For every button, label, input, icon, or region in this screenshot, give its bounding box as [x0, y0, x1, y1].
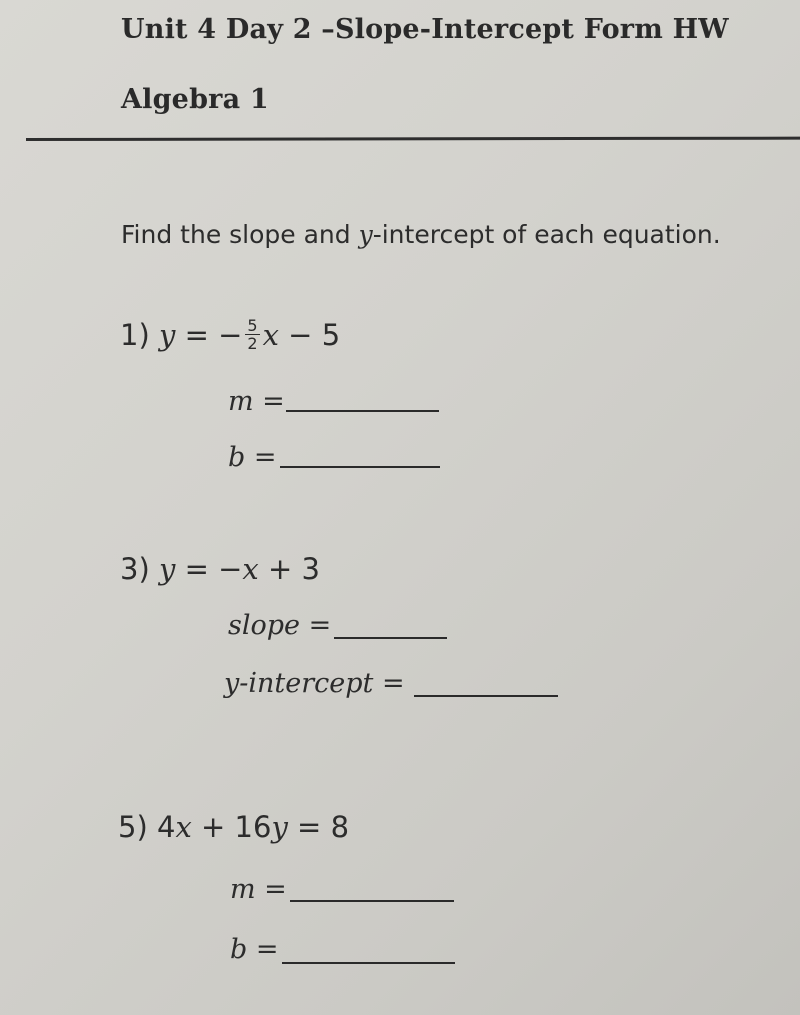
answer-label-y-intercept: y-intercept =	[224, 668, 405, 699]
worksheet-title: Unit 4 Day 2 –Slope-Intercept Form HW	[121, 14, 729, 45]
problem-1-equation	[120, 315, 341, 355]
answer-label-m: m =	[230, 874, 287, 905]
answer-blank-y-intercept[interactable]	[414, 695, 558, 697]
equation-operator: = −	[175, 318, 243, 352]
answer-blank-b[interactable]	[282, 962, 455, 964]
problem-number: 3)	[120, 552, 150, 586]
answer-blank-m[interactable]	[290, 900, 454, 902]
answer-blank-m[interactable]	[286, 410, 439, 412]
equation-coefficient-b: + 16	[191, 810, 272, 844]
answer-label-slope: slope =	[228, 610, 332, 641]
equation-operator: = −	[175, 552, 243, 586]
equation-variable: x	[262, 318, 279, 352]
problem-3-equation	[120, 552, 320, 586]
equation-variable-x: x	[175, 810, 192, 844]
instructions	[121, 220, 721, 249]
problem-number: 5)	[118, 810, 148, 844]
equation-variable-y: y	[271, 810, 288, 844]
instructions-variable: y	[358, 220, 373, 249]
fraction	[245, 317, 259, 352]
answer-blank-slope[interactable]	[334, 637, 447, 639]
answer-blank-b[interactable]	[280, 466, 440, 468]
equation-tail: − 5	[278, 318, 341, 352]
header-divider	[26, 137, 800, 141]
equation-coefficient-a: 4	[147, 810, 176, 844]
equation-variable: x	[242, 552, 259, 586]
instructions-text-start: Find the slope and	[121, 220, 359, 249]
fraction-denominator: 2	[247, 333, 258, 353]
answer-label-m: m =	[228, 386, 285, 417]
equation-lhs: y	[158, 552, 176, 586]
answer-label-b: b =	[230, 934, 279, 965]
fraction-numerator: 5	[247, 315, 258, 335]
problem-5-equation	[118, 810, 349, 844]
equation-tail: + 3	[258, 552, 320, 586]
equation-lhs: y	[158, 318, 176, 352]
equation-tail: = 8	[287, 810, 350, 844]
answer-label-b: b =	[228, 442, 277, 473]
problem-number: 1)	[120, 318, 150, 352]
instructions-text-end: -intercept of each equation.	[372, 220, 721, 249]
course-name: Algebra 1	[121, 84, 269, 115]
